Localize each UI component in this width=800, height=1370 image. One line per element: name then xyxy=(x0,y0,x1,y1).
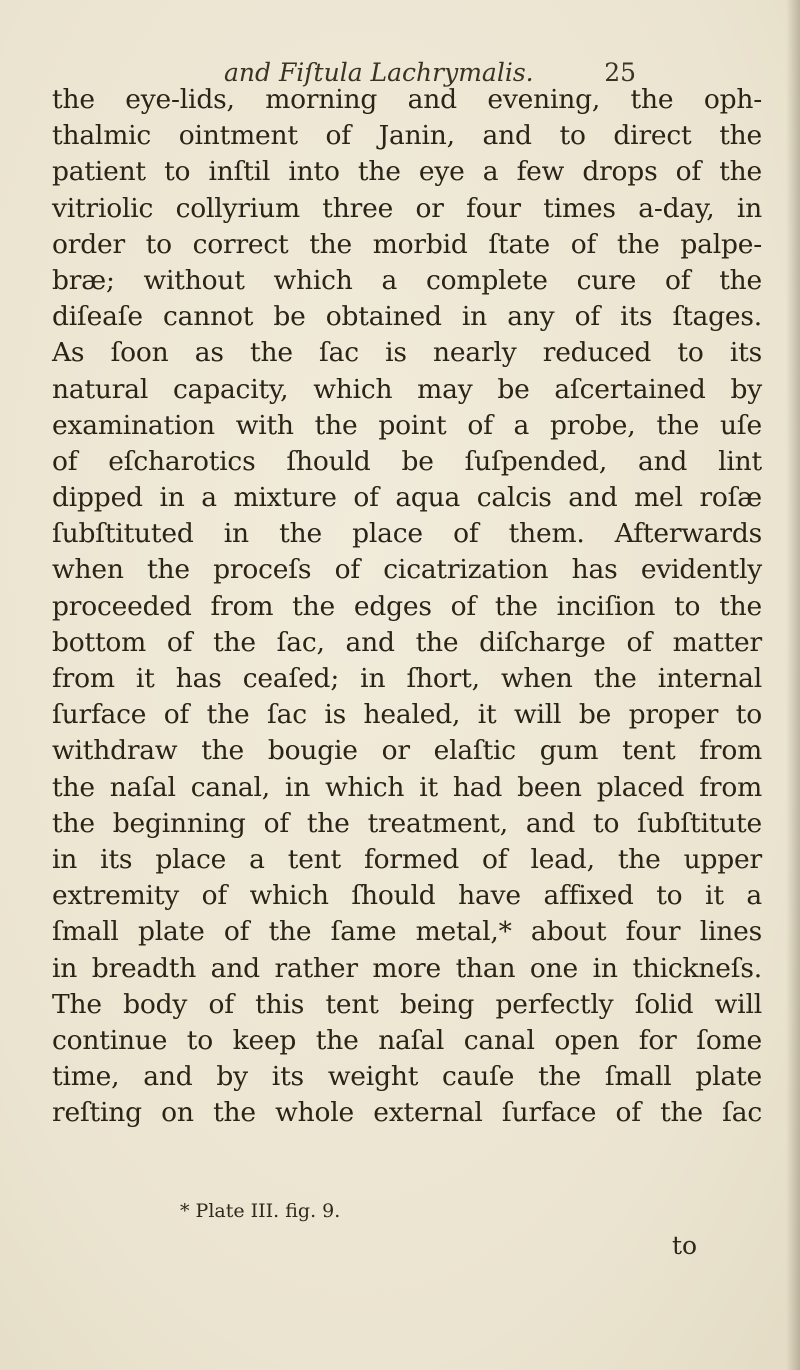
text-line: diſeaſe cannot be obtained in any of its ſtages. xyxy=(52,301,762,333)
page-number: 25 xyxy=(604,58,636,87)
text-line: vitriolic collyrium three or four times a-day, in xyxy=(52,192,762,224)
text-line: As ſoon as the ſac is nearly reduced to its xyxy=(52,337,762,369)
text-line: bottom of the ſac, and the diſcharge of matter xyxy=(52,626,762,658)
text-line: continue to keep the naſal canal open for ſome xyxy=(52,1024,762,1056)
text-line: dipped in a mixture of aqua calcis and mel roſæ xyxy=(52,482,762,514)
text-line: when the proceſs of cicatrization has evidently xyxy=(52,554,762,586)
footnote: * Plate III. fig. 9. xyxy=(180,1200,341,1222)
text-line: time, and by its weight cauſe the ſmall plate xyxy=(52,1061,762,1093)
text-line: reſting on the whole external ſurface of the ſac xyxy=(52,1097,762,1129)
text-line: patient to inſtil into the eye a few drops of the xyxy=(52,156,762,188)
catchword: to xyxy=(672,1231,698,1260)
text-line: of eſcharotics ſhould be ſuſpended, and lint xyxy=(52,445,762,477)
text-line: order to correct the morbid ſtate of the palpe- xyxy=(52,228,762,260)
text-line: The body of this tent being perfectly ſolid will xyxy=(52,988,762,1020)
text-line: proceeded from the edges of the inciſion to the xyxy=(52,590,762,622)
text-line: withdraw the bougie or elaſtic gum tent from xyxy=(52,735,762,767)
text-line: extremity of which ſhould have affixed to it a xyxy=(52,880,762,912)
text-line: ſurface of the ſac is healed, it will be proper to xyxy=(52,699,762,731)
text-line: the naſal canal, in which it had been placed from xyxy=(52,771,762,803)
text-line: ſmall plate of the ſame metal,* about four lines xyxy=(52,916,762,948)
page-edge-shadow xyxy=(786,0,800,1370)
text-line: bræ; without which a complete cure of the xyxy=(52,264,762,296)
body-text xyxy=(52,82,762,1131)
text-line: the eye-lids, morning and evening, the oph- xyxy=(52,84,762,115)
text-line: in its place a tent formed of lead, the upper xyxy=(52,843,762,875)
text-line: natural capacity, which may be aſcertained by xyxy=(52,373,762,405)
text-line: from it has ceaſed; in ſhort, when the internal xyxy=(52,663,762,694)
text-line: examination with the point of a probe, the uſe xyxy=(52,409,762,441)
text-line: in breadth and rather more than one in thickneſs. xyxy=(52,952,762,984)
text-line: ſubſtituted in the place of them. Afterwards xyxy=(52,518,762,550)
running-title: and Fiſtula Lachrymalis. xyxy=(224,58,534,87)
text-line: thalmic ointment of Janin, and to direct the xyxy=(52,120,762,152)
text-line: the beginning of the treatment, and to ſubſtitute xyxy=(52,807,762,839)
